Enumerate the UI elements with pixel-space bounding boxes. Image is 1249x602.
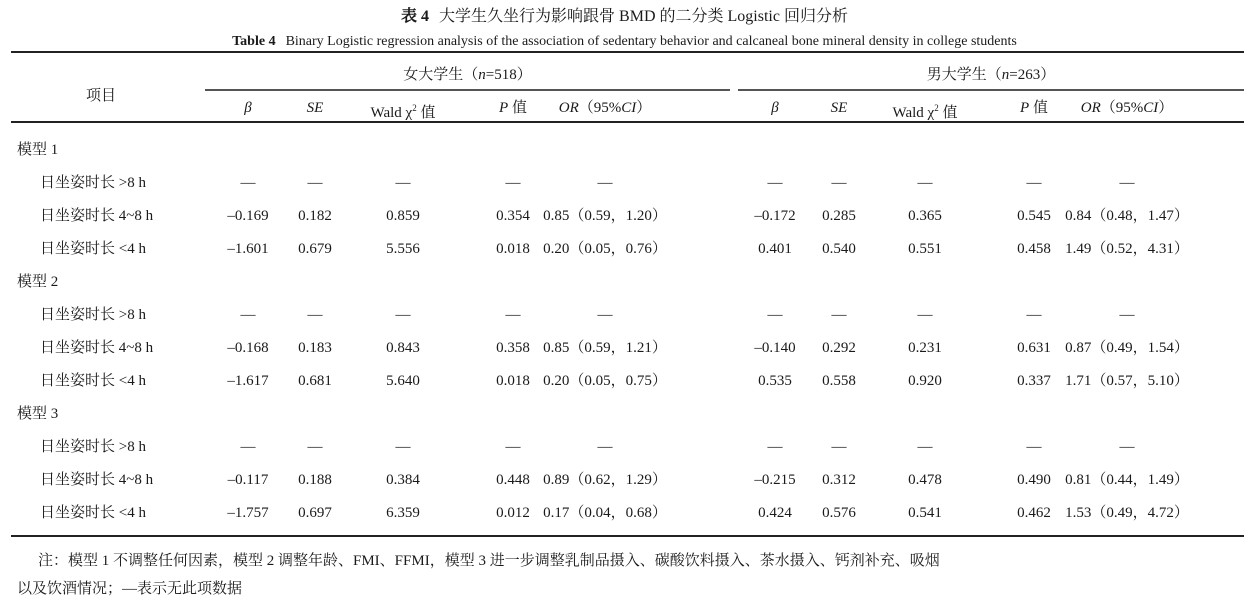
- col-header-wald-female: [348, 98, 458, 123]
- col-header-or-female: [530, 98, 680, 118]
- table-cell: 0.20（0.05，0.75）: [543, 373, 667, 389]
- table-cell: 0.401: [758, 241, 792, 257]
- header-rule: [11, 121, 1244, 123]
- table-cell: 0.365: [908, 208, 942, 224]
- group-label-end: ）: [1040, 67, 1056, 83]
- caption-en: [0, 32, 1249, 52]
- row-label: 日坐姿时长 4~8 h: [40, 472, 154, 488]
- col-header-text: ）: [636, 100, 652, 116]
- table-cell: 0.018: [496, 373, 530, 389]
- n-label: n: [478, 67, 486, 83]
- row-label: 日坐姿时长 >8 h: [40, 307, 146, 323]
- table-cell: 0.188: [298, 472, 332, 488]
- table-cell: –0.215: [754, 472, 796, 488]
- table-cell: 0.17（0.04，0.68）: [543, 505, 667, 521]
- table-cell: —: [307, 307, 323, 323]
- table-cell: 0.478: [908, 472, 942, 488]
- header-group-male: [738, 65, 1244, 85]
- model-label: 模型 1: [17, 142, 59, 158]
- bottom-rule: [11, 535, 1244, 537]
- table-cell: 0.576: [822, 505, 856, 521]
- table-cell: 0.631: [1017, 340, 1051, 356]
- table-cell: 0.679: [298, 241, 332, 257]
- table-cell: 0.89（0.62，1.29）: [543, 472, 667, 488]
- table-cell: —: [240, 175, 256, 191]
- col-header-text: 值: [938, 105, 958, 121]
- note-line-2: 以及饮酒情况；—表示无此项数据: [17, 581, 243, 597]
- table-cell: —: [917, 307, 933, 323]
- group-label-end: ）: [516, 67, 532, 83]
- table-cell: 0.558: [822, 373, 856, 389]
- col-header-text: 2: [412, 103, 417, 113]
- table-cell: 0.535: [758, 373, 792, 389]
- table-cell: —: [767, 175, 783, 191]
- col-header-text: β: [771, 100, 779, 116]
- caption-cn: [0, 6, 1249, 28]
- table-cell: 0.84（0.48，1.47）: [1065, 208, 1189, 224]
- table-cell: —: [917, 439, 933, 455]
- table-cell: —: [767, 439, 783, 455]
- row-label: 日坐姿时长 >8 h: [40, 439, 146, 455]
- col-header-text: OR: [558, 100, 579, 116]
- table-cell: —: [307, 175, 323, 191]
- row-label: 日坐姿时长 <4 h: [40, 505, 146, 521]
- table-cell: —: [831, 439, 847, 455]
- table-cell: –0.172: [754, 208, 796, 224]
- col-header-text: β: [244, 100, 252, 116]
- table-title-en: Binary Logistic regression analysis of the association of sedentary behavior and calcaneal bone mineral density in college students: [285, 34, 1017, 49]
- col-header-text: 值: [508, 100, 527, 116]
- col-header-text: Wald χ: [370, 105, 413, 121]
- table-cell: 0.85（0.59，1.21）: [543, 340, 667, 356]
- top-rule: [11, 51, 1244, 53]
- table-cell: —: [240, 307, 256, 323]
- col-header-or-male: [1052, 98, 1202, 118]
- header-item: 项目: [85, 88, 116, 104]
- table-cell: —: [767, 307, 783, 323]
- col-header-text: 值: [1029, 100, 1048, 116]
- group-label: 女大学生（: [403, 67, 479, 83]
- table-cell: —: [1119, 175, 1135, 191]
- col-header-text: P: [1020, 100, 1030, 116]
- table-cell: –0.168: [227, 340, 269, 356]
- table-cell: 0.292: [822, 340, 856, 356]
- table-cell: 5.556: [386, 241, 420, 257]
- row-label: 日坐姿时长 4~8 h: [40, 208, 154, 224]
- table-cell: 1.49（0.52，4.31）: [1065, 241, 1189, 257]
- table-number-en: Table 4: [232, 34, 276, 49]
- col-header-text: SE: [306, 100, 324, 116]
- table-cell: 0.231: [908, 340, 942, 356]
- table-cell: 0.358: [496, 340, 530, 356]
- table-cell: 0.20（0.05，0.76）: [543, 241, 667, 257]
- col-header-text: CI: [1143, 100, 1159, 116]
- group-label: 男大学生（: [926, 67, 1002, 83]
- table-cell: —: [395, 307, 411, 323]
- model-label: 模型 2: [17, 274, 59, 290]
- table-cell: —: [505, 175, 521, 191]
- table-cell: —: [307, 439, 323, 455]
- n-label: n: [1001, 67, 1010, 83]
- col-header-se-female: [285, 98, 345, 118]
- table-cell: —: [1119, 307, 1135, 323]
- table-cell: 0.490: [1017, 472, 1051, 488]
- col-header-wald-male: [870, 98, 980, 123]
- table-number-cn: 表 4: [401, 8, 430, 25]
- col-header-text: （95%: [578, 100, 622, 116]
- col-header-beta-female: [218, 98, 278, 118]
- table-cell: 0.87（0.49，1.54）: [1065, 340, 1189, 356]
- model-label: 模型 3: [17, 406, 59, 422]
- table-cell: 0.354: [496, 208, 530, 224]
- table-cell: —: [831, 175, 847, 191]
- female-span-rule: [205, 89, 730, 91]
- n-value: =518: [485, 67, 517, 83]
- table-cell: 0.545: [1017, 208, 1051, 224]
- table-cell: 0.81（0.44，1.49）: [1065, 472, 1189, 488]
- col-header-se-male: [809, 98, 869, 118]
- table-cell: 0.183: [298, 340, 332, 356]
- table-cell: 5.640: [386, 373, 420, 389]
- col-header-text: 值: [416, 105, 436, 121]
- table-cell: 0.541: [908, 505, 942, 521]
- col-header-text: P: [499, 100, 509, 116]
- table-cell: 0.551: [908, 241, 942, 257]
- table-cell: —: [1026, 307, 1042, 323]
- col-header-text: ）: [1158, 100, 1174, 116]
- table-cell: —: [1119, 439, 1135, 455]
- row-label: 日坐姿时长 <4 h: [40, 241, 146, 257]
- table-cell: —: [505, 307, 521, 323]
- table-cell: –1.757: [227, 505, 269, 521]
- table-cell: 0.337: [1017, 373, 1051, 389]
- table-cell: –1.617: [227, 373, 269, 389]
- table-cell: 6.359: [386, 505, 420, 521]
- table-cell: 0.843: [386, 340, 420, 356]
- table-cell: 0.540: [822, 241, 856, 257]
- table-cell: 0.384: [386, 472, 420, 488]
- row-label: 日坐姿时长 >8 h: [40, 175, 146, 191]
- table-cell: —: [597, 175, 613, 191]
- table-cell: –0.117: [227, 472, 269, 488]
- table-cell: —: [240, 439, 256, 455]
- table-cell: —: [1026, 439, 1042, 455]
- col-header-text: Wald χ: [892, 105, 935, 121]
- col-header-text: SE: [830, 100, 848, 116]
- n-value: =263: [1009, 67, 1041, 83]
- note-line-1: 注：模型 1 不调整任何因素，模型 2 调整年龄、FMI、FFMI，模型 3 进一步调整乳制品摄入、碳酸饮料摄入、茶水摄入、钙剂补充、吸烟: [38, 553, 940, 569]
- table-cell: 0.920: [908, 373, 942, 389]
- col-header-beta-male: [745, 98, 805, 118]
- table-cell: 0.681: [298, 373, 332, 389]
- table-cell: 0.697: [298, 505, 332, 521]
- table-cell: 0.448: [496, 472, 530, 488]
- table-cell: 0.285: [822, 208, 856, 224]
- table-cell: 0.85（0.59，1.20）: [543, 208, 667, 224]
- table-cell: —: [1026, 175, 1042, 191]
- male-span-rule: [738, 89, 1244, 91]
- table-cell: 0.018: [496, 241, 530, 257]
- col-header-text: （95%: [1100, 100, 1144, 116]
- table-cell: 0.458: [1017, 241, 1051, 257]
- table-cell: –1.601: [227, 241, 269, 257]
- table-cell: —: [597, 307, 613, 323]
- table-cell: 1.53（0.49，4.72）: [1065, 505, 1189, 521]
- table-cell: –0.169: [227, 208, 269, 224]
- table-cell: –0.140: [754, 340, 796, 356]
- row-label: 日坐姿时长 <4 h: [40, 373, 146, 389]
- col-header-text: CI: [621, 100, 637, 116]
- table-cell: —: [395, 439, 411, 455]
- table-cell: 0.424: [758, 505, 792, 521]
- table-cell: —: [395, 175, 411, 191]
- row-label: 日坐姿时长 4~8 h: [40, 340, 154, 356]
- table-cell: —: [831, 307, 847, 323]
- col-header-text: 2: [934, 103, 939, 113]
- table-cell: —: [917, 175, 933, 191]
- table-cell: —: [505, 439, 521, 455]
- table-cell: 0.182: [298, 208, 332, 224]
- col-header-text: OR: [1080, 100, 1101, 116]
- table-cell: 0.312: [822, 472, 856, 488]
- table-cell: —: [597, 439, 613, 455]
- table-cell: 0.859: [386, 208, 420, 224]
- table-cell: 0.462: [1017, 505, 1051, 521]
- table-cell: 1.71（0.57，5.10）: [1065, 373, 1189, 389]
- table-title-cn: 大学生久坐行为影响跟骨 BMD 的二分类 Logistic 回归分析: [439, 8, 848, 25]
- header-group-female: [205, 65, 730, 85]
- table-cell: 0.012: [496, 505, 530, 521]
